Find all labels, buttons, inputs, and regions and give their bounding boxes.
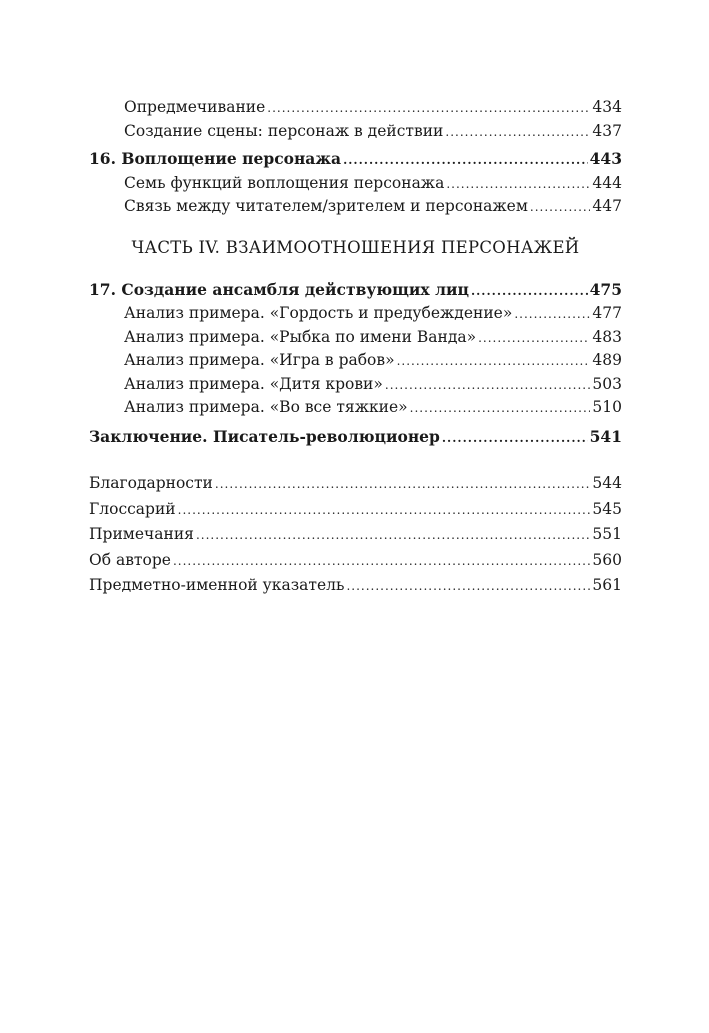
toc-entry <box>89 172 622 196</box>
toc-entry-title: Анализ примера. «Дитя крови» <box>124 374 383 393</box>
leader-dots <box>196 523 590 548</box>
leader-dots <box>514 303 590 326</box>
toc-entry-page: 434 <box>592 98 622 116</box>
toc-entry-page: 483 <box>592 327 622 346</box>
leader-dots <box>343 149 588 172</box>
backmatter-entry <box>89 471 622 497</box>
leader-dots <box>471 280 588 303</box>
backmatter-entry <box>89 548 622 574</box>
conclusion-page: 541 <box>589 426 622 446</box>
toc-entry-title: Создание сцены: персонаж в действии <box>124 121 444 140</box>
leader-dots <box>385 374 591 397</box>
toc-entry-page: 447 <box>592 197 622 215</box>
backmatter-title: Об авторе <box>89 550 171 569</box>
leader-dots <box>530 196 590 219</box>
toc-entry-title: Опредмечивание <box>124 98 266 116</box>
backmatter-list <box>89 471 622 599</box>
backmatter-title: Благодарности <box>89 474 213 492</box>
conclusion-entry <box>89 426 622 450</box>
leader-dots <box>178 498 591 523</box>
backmatter-page: 545 <box>592 499 622 518</box>
toc-entry-page: 437 <box>592 121 622 140</box>
leader-dots <box>410 397 591 420</box>
chapter-page: 443 <box>589 149 622 168</box>
toc-entry-page: 489 <box>592 351 622 369</box>
leader-dots <box>442 427 588 450</box>
leader-dots <box>267 97 590 120</box>
toc-entry <box>89 302 622 326</box>
toc-entry <box>89 195 622 219</box>
toc-entry-title: Анализ примера. «Рыбка по имени Ванда» <box>124 327 477 346</box>
chapter-title: 16. Воплощение персонажа <box>89 149 342 168</box>
toc-entry-title: Анализ примера. «Во все тяжкие» <box>124 398 408 416</box>
leader-dots <box>446 173 590 196</box>
toc-entry <box>89 326 622 350</box>
leader-dots <box>215 472 591 497</box>
backmatter-page: 561 <box>592 576 622 594</box>
toc-entry-page: 510 <box>592 398 622 416</box>
chapter-16-entry <box>89 148 622 172</box>
backmatter-page: 544 <box>592 474 622 492</box>
toc-entry-title: Связь между читателем/зрителем и персонажем <box>124 197 528 215</box>
leader-dots <box>397 350 591 373</box>
leader-dots <box>346 574 590 599</box>
backmatter-entry <box>89 497 622 523</box>
toc-entry <box>89 349 622 373</box>
backmatter-title: Глоссарий <box>89 499 176 518</box>
part-heading: ЧАСТЬ IV. ВЗАИМООТНОШЕНИЯ ПЕРСОНАЖЕЙ <box>131 237 580 257</box>
toc-entry <box>89 120 622 144</box>
chapter-17-entry <box>89 279 622 303</box>
backmatter-title: Примечания <box>89 525 194 543</box>
toc-entry <box>89 96 622 120</box>
toc-entry-page: 444 <box>592 173 622 192</box>
toc-entry-title: Семь функций воплощения персонажа <box>124 173 445 192</box>
leader-dots <box>478 327 590 350</box>
toc-entry-title: Анализ примера. «Гордость и предубеждение» <box>124 304 513 322</box>
backmatter-title: Предметно-именной указатель <box>89 576 345 594</box>
table-of-contents <box>89 96 622 599</box>
leader-dots <box>173 549 590 574</box>
toc-entry-page: 503 <box>592 374 622 393</box>
toc-entry <box>89 396 622 420</box>
conclusion-title: Заключение. Писатель-революционер <box>89 426 440 446</box>
leader-dots <box>445 121 590 144</box>
toc-entry-page: 477 <box>592 304 622 322</box>
toc-entry <box>89 373 622 397</box>
backmatter-entry <box>89 573 622 599</box>
backmatter-page: 560 <box>592 550 622 569</box>
toc-entry-title: Анализ примера. «Игра в рабов» <box>124 351 395 369</box>
backmatter-entry <box>89 522 622 548</box>
chapter-title: 17. Создание ансамбля действующих лиц <box>89 279 469 299</box>
chapter-page: 475 <box>589 279 622 299</box>
backmatter-page: 551 <box>592 525 622 543</box>
